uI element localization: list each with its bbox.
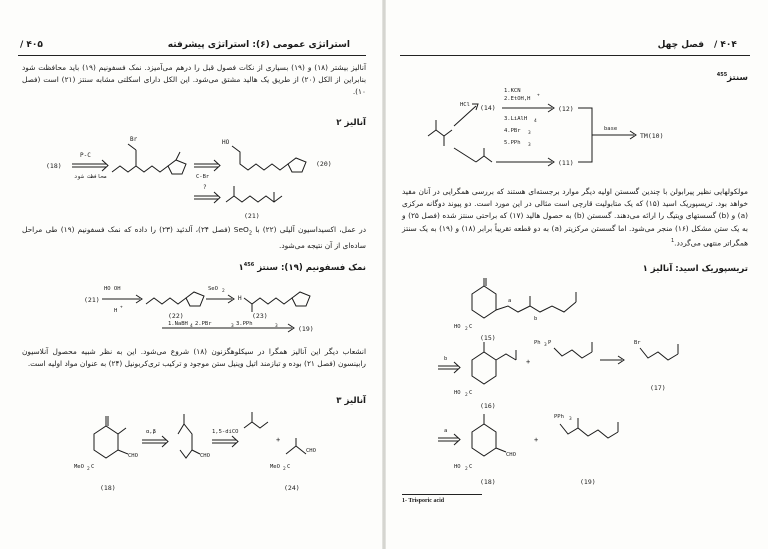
scheme2-sequence: 1.NaBH [168, 321, 188, 327]
left-page-header-title: استراتژی عمومی (۶): استراتژی پیشرفته [167, 40, 350, 50]
svg-text:2: 2 [283, 467, 286, 472]
left-practice-paragraph: در عمل، اکسیداسیون آلیلی (۲۲) با SeO$_2$ (فصل ۲۴)، آلدئید (۲۳) را داده که نمک فسفونیم (۱۹) طی مراحل ساده‌ای از آن نتیجه می‌شود. [22, 225, 366, 250]
scheme1-arrow-head [102, 160, 108, 171]
scheme1-last-label: (21) [244, 212, 260, 220]
trisporic-plus1: + [526, 358, 531, 366]
right-page-header-title: فصل چهل [657, 40, 704, 50]
svg-text:2: 2 [222, 289, 225, 294]
scheme-analysis-2 [0, 126, 384, 222]
scheme3-open-chain [178, 424, 192, 458]
scheme1-br: Br [130, 136, 138, 143]
svg-text:C: C [287, 464, 291, 470]
scheme3-plus: + [276, 436, 281, 444]
scheme2-start-label: (21) [84, 296, 100, 304]
svg-text:3: 3 [231, 324, 234, 329]
scheme3-label24: (24) [284, 484, 300, 492]
scheme1-product-ho: HO [222, 139, 230, 146]
right-page-number: ۴۰۴ / [714, 40, 737, 50]
scheme-trisporic-analysis [384, 278, 768, 508]
scheme1-product-label: (20) [316, 160, 332, 168]
svg-text:HO: HO [454, 324, 461, 330]
scheme3-vinyl-ketone [244, 422, 268, 428]
scheme3-cho: CHO [128, 453, 138, 459]
scheme3-arrow1: α,β [146, 429, 156, 435]
svg-text:Ph: Ph [534, 340, 541, 346]
svg-text:3: 3 [569, 417, 572, 422]
scheme1-product-chain [232, 146, 288, 170]
scheme2-aldehyde-h: H [238, 295, 242, 302]
right-scheme-step4: 4.PBr [504, 128, 521, 134]
svg-text:2: 2 [465, 327, 468, 332]
svg-text:3: 3 [528, 131, 531, 136]
trisporic-bond-a: a [508, 298, 512, 304]
svg-text:PPh: PPh [554, 414, 564, 420]
svg-text:+: + [120, 305, 123, 310]
svg-text:2.PBr: 2.PBr [195, 321, 212, 327]
svg-text:2: 2 [87, 467, 90, 472]
svg-text:C: C [469, 464, 473, 470]
right-scheme-enone [476, 156, 492, 162]
left-header-rule [18, 55, 366, 56]
scheme-analysis-3 [0, 406, 384, 502]
trisporic-bond-b: b [534, 316, 538, 322]
scheme-right-synthesis [384, 82, 768, 182]
trisporic-label18: (18) [480, 478, 496, 486]
svg-text:3: 3 [528, 143, 531, 148]
left-intro-paragraph: آنالیز بیشتر (۱۸) و (۱۹) بسیاری از نکات فصول قبل را درهم می‌آمیزد. نمک فسفونیم (۱۹) باید محافظت شود بنابراین از الکل (۲۰) از طریق یک هالید مشتق می‌شود. این الکل دارای اسکلتی مشابه سنتز (۲۱) است (فصل ۱۰). [22, 63, 367, 97]
right-scheme-step1: 1.KCN [504, 88, 521, 94]
scheme3-label18: (18) [100, 484, 116, 492]
trisporic-label17: (17) [650, 384, 666, 392]
scheme1-arrow-top: P-C [80, 152, 91, 159]
trisporic-label15: (15) [480, 334, 496, 342]
right-scheme-step3: 3.LiAlH [504, 116, 528, 122]
right-scheme-base: base [604, 126, 618, 132]
svg-text:MeO: MeO [270, 464, 280, 470]
svg-text:2: 2 [465, 467, 468, 472]
right-scheme-label14: (14) [480, 104, 496, 112]
scheme-synthesis-1 [0, 274, 384, 342]
svg-text:4: 4 [190, 324, 193, 329]
scheme2-reagent2: SeO [208, 286, 218, 292]
scheme1-arrow2-label: C-Br [196, 174, 210, 180]
scheme3-ring18 [94, 426, 118, 458]
right-scheme-hcl: HCl [460, 102, 470, 108]
scheme1-arrow-bottom: محافظت شود [74, 174, 108, 180]
right-scheme-step2: 2.EtOH,H [504, 96, 531, 102]
scheme1-dioxolane [168, 160, 186, 174]
scheme2-reagent-top: HO OH [104, 286, 121, 292]
svg-text:C: C [469, 324, 473, 330]
svg-text:HO: HO [454, 390, 461, 396]
trisporic-ring15 [472, 286, 496, 318]
trisporic-label19: (19) [580, 478, 596, 486]
svg-text:C: C [469, 390, 473, 396]
scheme1-start-label: (18) [46, 162, 62, 170]
left-synthesis-heading: نمک فسفونیم (۱۹): سنتز $۱^{456}$ [238, 262, 366, 273]
scheme2-label22: (22) [168, 312, 184, 320]
right-scheme-label11: (11) [558, 159, 574, 167]
svg-text:3: 3 [544, 343, 547, 348]
right-synthesis-heading: سنتز$^{455}$ [716, 72, 748, 83]
left-analysis2-heading: آنالیز ۲ [336, 118, 366, 128]
right-scheme-target: TM(10) [640, 132, 664, 140]
left-page-number: ۴۰۵ / [20, 40, 43, 50]
right-scheme-label12: (12) [558, 105, 574, 113]
scheme2-chain22 [146, 298, 186, 304]
svg-text:HO: HO [454, 464, 461, 470]
scheme1-arrow3-label: ? [203, 184, 207, 191]
right-scheme-step5: 5.PPh [504, 140, 521, 146]
right-page [384, 0, 768, 549]
trisporic-cho: CHO [506, 452, 516, 458]
trisporic-ring16 [472, 352, 496, 384]
right-scheme-diene [428, 130, 452, 136]
svg-text:3: 3 [275, 324, 278, 329]
svg-text:4: 4 [534, 119, 537, 124]
scheme3-tricarbonyl [286, 446, 306, 454]
right-analysis-heading: تریسپوریک اسید: آنالیز ۱ [642, 264, 748, 274]
trisporic-arrow-a: a [444, 428, 448, 434]
trisporic-arrow-b: b [444, 356, 448, 362]
svg-text:3.PPh: 3.PPh [236, 321, 253, 327]
trisporic-plus2: + [534, 436, 539, 444]
svg-text:+: + [537, 93, 540, 98]
scheme2-label23: (23) [252, 312, 268, 320]
footnote-rule [402, 494, 482, 495]
right-header-rule [400, 55, 750, 56]
scheme3-arrow2: 1,5-diCO [212, 429, 239, 435]
svg-text:2: 2 [465, 393, 468, 398]
svg-text:P: P [548, 340, 552, 346]
right-scheme-bracket [578, 108, 592, 162]
trisporic-ring18 [472, 424, 496, 456]
scheme3-ester: MeO [74, 464, 84, 470]
left-branch-paragraph: انشعاب دیگر این آنالیز همگرا در سیکلوهگزنون (۱۸) شروع می‌شود. این به نظر شبیه محصول آنلاسیون رابینسون (فصل ۲۱) بوده و تبازمند اتیل وینیل ستن موجود و ترکیب تری‌کربونیل (۲۴) به عنوان مواد اولیه است. [22, 347, 367, 369]
footnote-text: 1- Trisporic acid [402, 498, 445, 504]
left-analysis3-heading: آنالیز ۳ [336, 396, 366, 406]
scheme2-reagent-bottom: H [114, 308, 118, 314]
scheme2-target: (19) [298, 325, 314, 333]
scheme1-chain [112, 166, 168, 172]
trisporic-br: Br [634, 340, 641, 346]
trisporic-label16: (16) [480, 402, 496, 410]
svg-text:CHO: CHO [306, 448, 316, 454]
svg-text:C: C [91, 464, 95, 470]
right-body-paragraph: مولکولهایی نظیر پیرابولن با چندین گسستن اولیه دیگر موارد برجسته‌ای هستند که بررسی همگرایی در آنان مفید خواهد بود. تریسپوریک اسید (۱۵) که یک متابولیت قارچی است مثالی در این مورد است. دو پیوند دوگانه مرکزی (a) و (b) گسستهای ویتیگ را ارائه می‌دهند. گسستن (b) به حصول هالید (۱۷) که براحتی سنتز شده (فصل ۲۵) و به یک ستن مشکل (۱۶) منجر می‌شود. اما گسستن مرکزیتر (a) به دو قطعه تقریباً برابر (۱۸) و (۱۹) به یک سنتز همگراتر منتهی می‌گردد.$^1$ [402, 187, 748, 248]
svg-text:CHO: CHO [200, 453, 210, 459]
